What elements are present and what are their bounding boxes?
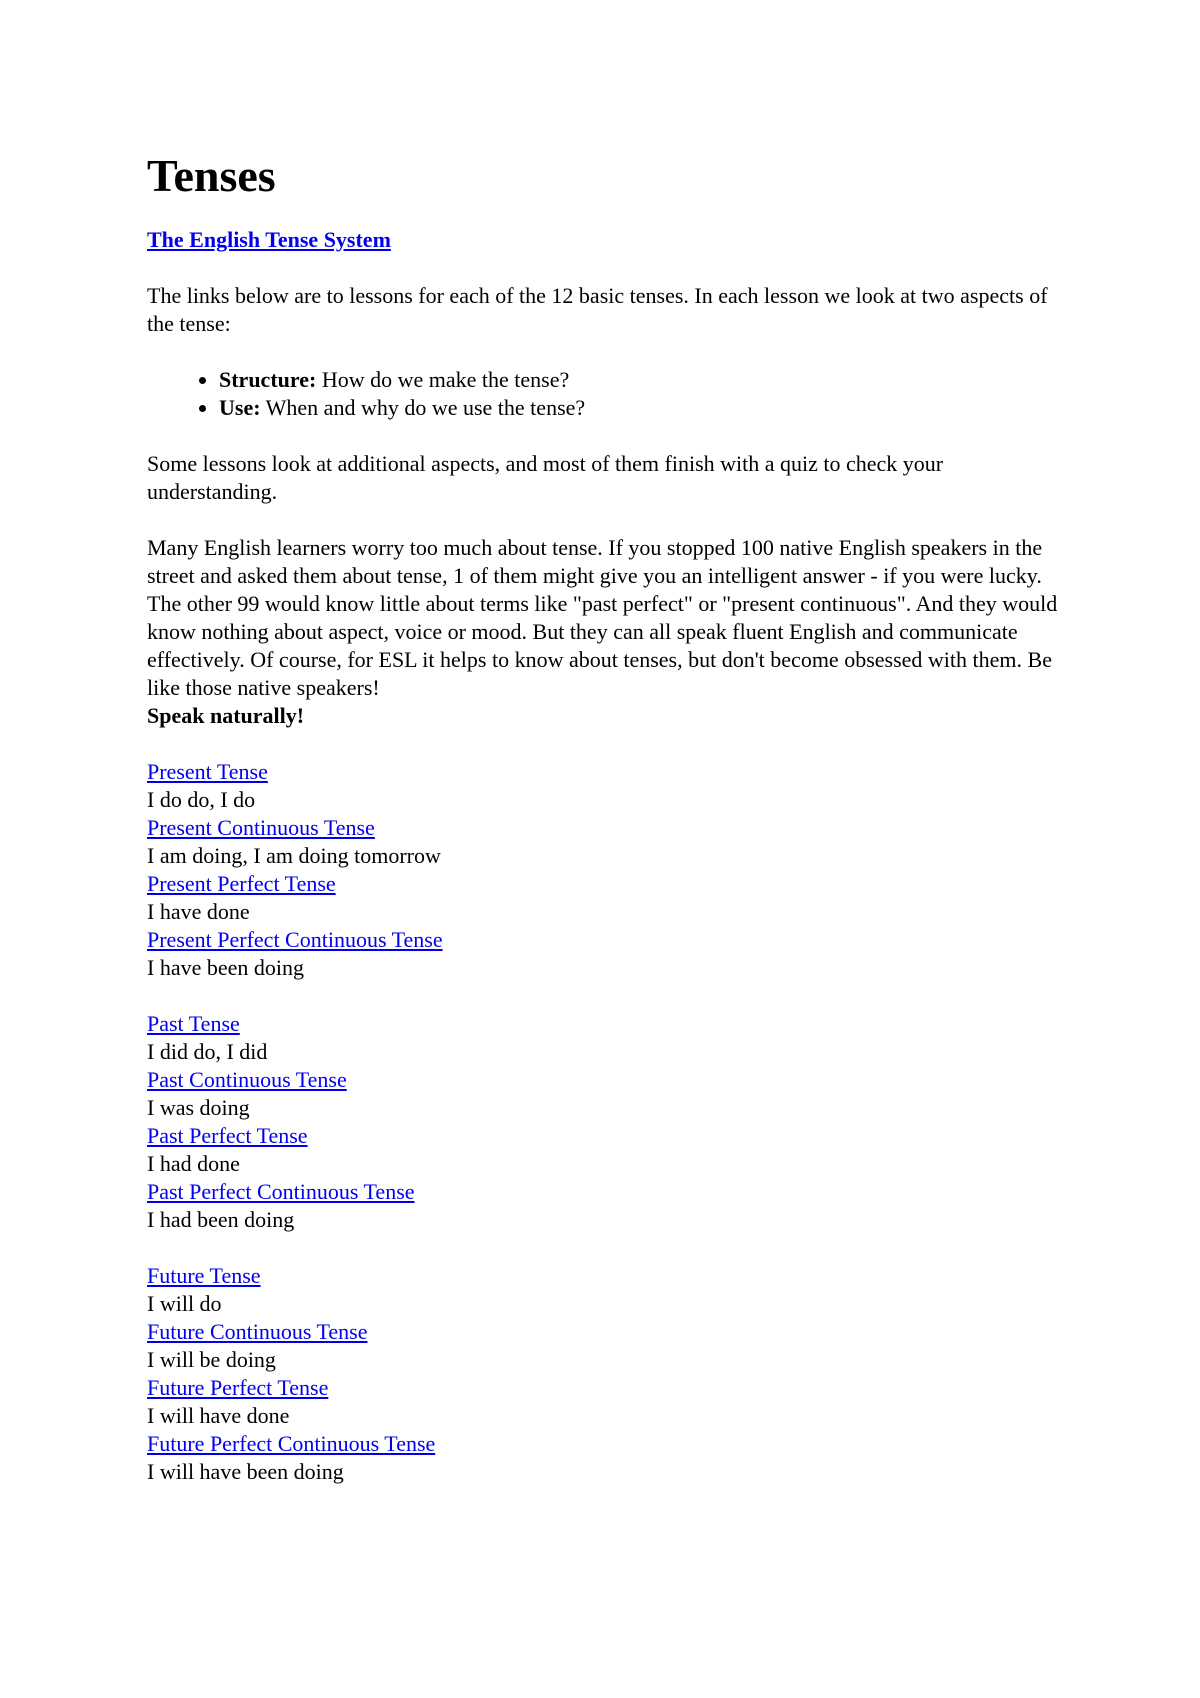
- intro-paragraph: The links below are to lessons for each of the 12 basic tenses. In each lesson we look at two aspects of the tense:: [147, 283, 1048, 336]
- tense-link[interactable]: Future Tense: [147, 1263, 261, 1288]
- aspect-text: When and why do we use the tense?: [260, 395, 586, 420]
- tense-link[interactable]: Present Continuous Tense: [147, 815, 375, 840]
- past-tenses-group: [147, 1010, 1067, 1234]
- tense-link[interactable]: Past Perfect Continuous Tense: [147, 1179, 415, 1204]
- tense-link[interactable]: Present Perfect Continuous Tense: [147, 927, 443, 952]
- tense-link[interactable]: Future Continuous Tense: [147, 1319, 368, 1344]
- tense-example: I am doing, I am doing tomorrow: [147, 843, 441, 868]
- tense-example: I had been doing: [147, 1207, 295, 1232]
- tense-system-link-wrapper: [147, 226, 1067, 254]
- tense-example: I will have done: [147, 1403, 290, 1428]
- tense-link[interactable]: Future Perfect Tense: [147, 1375, 329, 1400]
- tense-link[interactable]: Past Perfect Tense: [147, 1123, 308, 1148]
- future-tenses-group: [147, 1262, 1067, 1486]
- learners-text: Many English learners worry too much about tense. If you stopped 100 native English speakers in the street and asked them about tense, 1 of them might give you an intelligent answer - if you were lucky. The other 99 would know little about terms like "past perfect" or "present continuous". And they would know nothing about aspect, voice or mood. But they can all speak fluent English and communicate effectively. Of course, for ESL it helps to know about tenses, but don't become obsessed with them. Be like those native speakers!: [147, 535, 1058, 700]
- tense-example: I was doing: [147, 1095, 250, 1120]
- aspect-label: Structure:: [219, 367, 317, 392]
- tense-example: I will be doing: [147, 1347, 276, 1372]
- tense-example: I had done: [147, 1151, 240, 1176]
- tense-link[interactable]: Past Tense: [147, 1011, 240, 1036]
- additional-aspects-paragraph: Some lessons look at additional aspects, and most of them finish with a quiz to check your understanding.: [147, 451, 944, 504]
- tense-example: I have been doing: [147, 955, 304, 980]
- tense-system-link[interactable]: The English Tense System: [147, 227, 391, 252]
- page-title: Tenses: [147, 150, 276, 201]
- tense-example: I will have been doing: [147, 1459, 344, 1484]
- aspects-list: [147, 366, 1067, 422]
- tense-link[interactable]: Present Perfect Tense: [147, 871, 336, 896]
- present-tenses-group: [147, 758, 1067, 982]
- tense-link[interactable]: Past Continuous Tense: [147, 1067, 347, 1092]
- learners-paragraph: [147, 534, 1067, 730]
- aspect-text: How do we make the tense?: [316, 367, 570, 392]
- aspect-structure: [219, 366, 1067, 394]
- speak-naturally: Speak naturally!: [147, 703, 305, 728]
- document-page: [147, 150, 1067, 1486]
- tense-link[interactable]: Future Perfect Continuous Tense: [147, 1431, 436, 1456]
- tense-example: I do do, I do: [147, 787, 256, 812]
- aspect-use: [219, 394, 1067, 422]
- tense-example: I did do, I did: [147, 1039, 268, 1064]
- tense-example: I will do: [147, 1291, 222, 1316]
- tense-link[interactable]: Present Tense: [147, 759, 268, 784]
- tense-example: I have done: [147, 899, 250, 924]
- aspect-label: Use:: [219, 395, 261, 420]
